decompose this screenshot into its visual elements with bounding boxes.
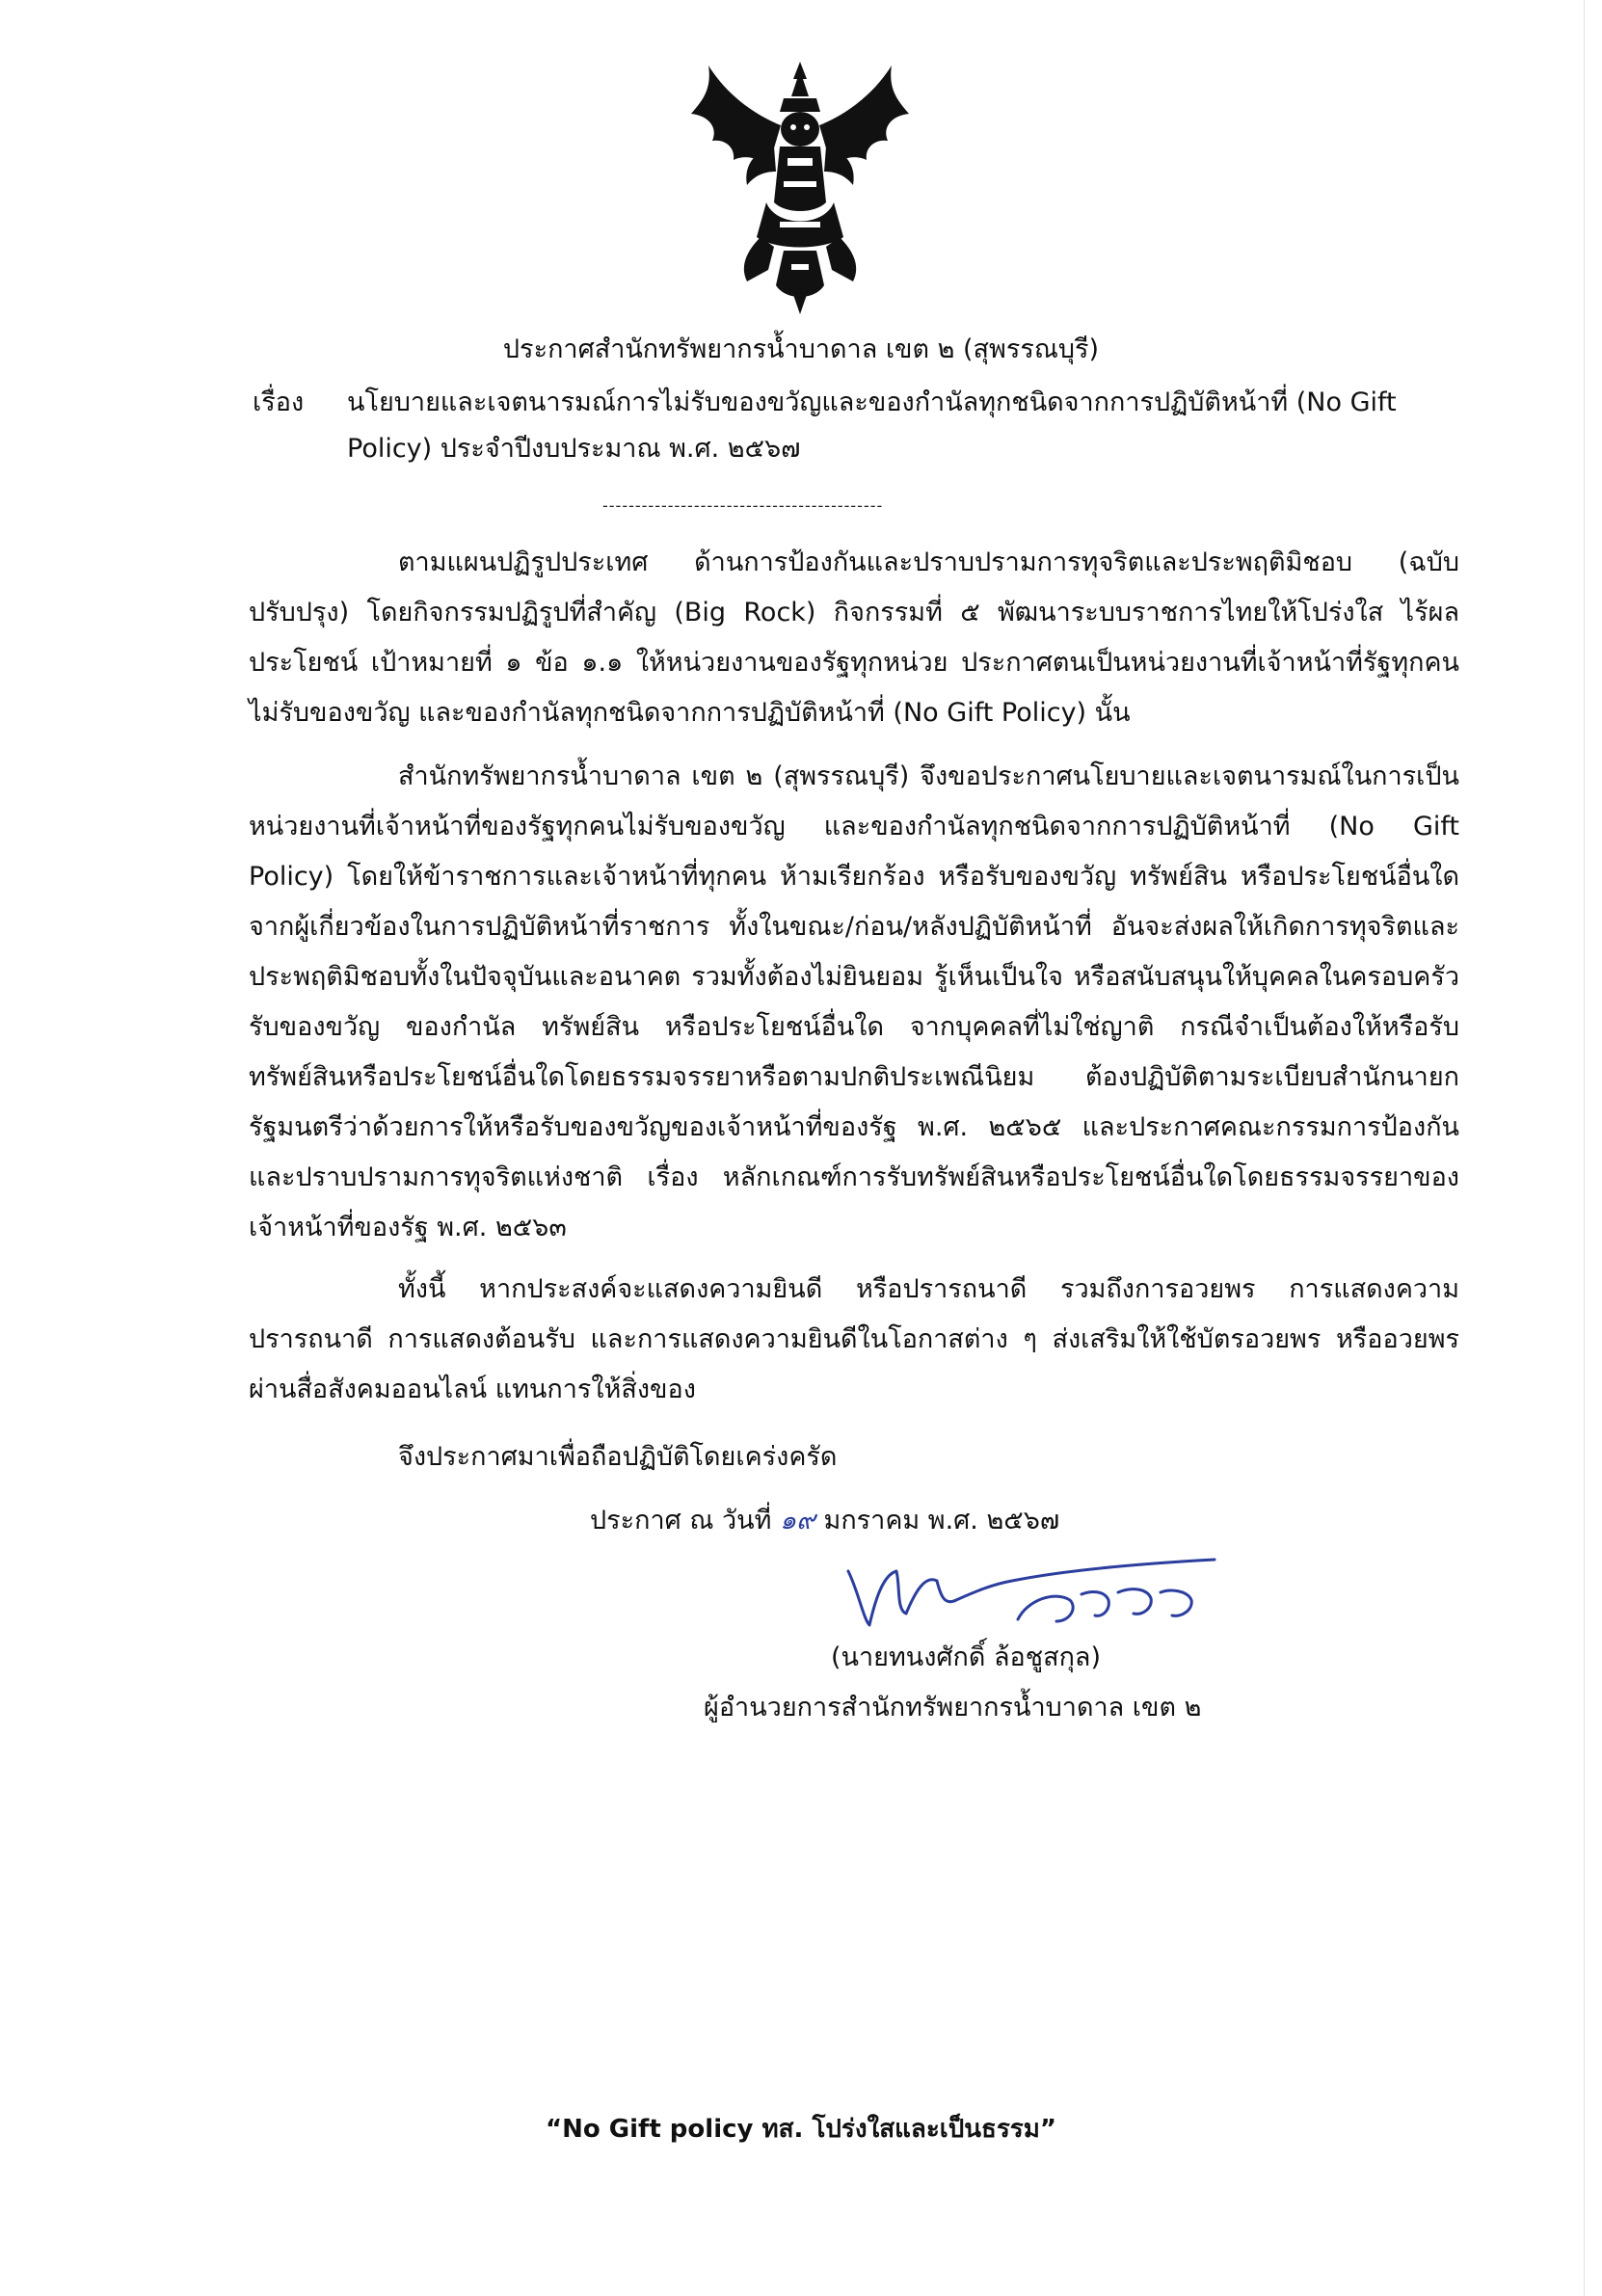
date-prefix: ประกาศ ณ วันที่ [590,1506,772,1535]
subject-text: นโยบายและเจตนารมณ์การไม่รับของขวัญและของกำนัลทุกชนิดจากการปฏิบัติหน้าที่ (No Gift Policy) ประจำปีงบประมาณ พ.ศ. ๒๕๖๗ [347,387,1397,464]
closing-text: จึงประกาศมาเพื่อถือปฏิบัติโดยเคร่งครัด [398,1442,838,1472]
subject-label: เรื่อง [253,387,305,417]
signatory-name: (นายทนงศักดิ์ ล้อชูสกุล) [831,1642,1102,1672]
date-day: ๑๙ [780,1506,815,1535]
date-month-year: มกราคม พ.ศ. ๒๕๖๗ [823,1506,1060,1535]
footer-motto: “No Gift policy ทส. โปร่งใสและเป็นธรรม” [546,2115,1056,2144]
announcement-title: ประกาศสำนักทรัพยากรน้ำบาดาล เขต ๒ (สุพรรณบุรี) [502,334,1100,364]
divider: ------------------------------------------- [602,496,884,515]
paragraph-1: ตามแผนปฏิรูปประเทศ ด้านการป้องกันและปราบปรามการทุจริตและประพฤติมิชอบ (ฉบับปรับปรุง) โดยกิจกรรมปฏิรูปที่สำคัญ (Big Rock) กิจกรรมที่ ๕ พัฒนาระบบราชการไทยให้โปร่งใส ไร้ผลประโยชน์ เป้าหมายที่ ๑ ข้อ ๑.๑ ให้หน่วยงานของรัฐทุกหน่วย ประกาศตนเป็นหน่วยงานที่เจ้าหน้าที่รัฐทุกคนไม่รับของขวัญ และของกำนัลทุกชนิดจากการปฏิบัติหน้าที่ (No Gift Policy) นั้น [249,547,1459,728]
paragraph-2: สำนักทรัพยากรน้ำบาดาล เขต ๒ (สุพรรณบุรี) จึงขอประกาศนโยบายและเจตนารมณ์ในการเป็นหน่วยงานที่เจ้าหน้าที่ของรัฐทุกคนไม่รับของขวัญ และของกำนัลทุกชนิดจากการปฏิบัติหน้าที่ (No Gift Policy) โดยให้ข้าราชการและเจ้าหน้าที่ทุกคน ห้ามเรียกร้อง หรือรับของขวัญ ทรัพย์สิน หรือประโยชน์อื่นใดจากผู้เกี่ยวข้องในการปฏิบัติหน้าที่ราชการ ทั้งในขณะ/ก่อน/หลังปฏิบัติหน้าที่ อันจะส่งผลให้เกิดการทุจริตและประพฤติมิชอบทั้งในปัจจุบันและอนาคต รวมทั้งต้องไม่ยินยอม รู้เห็นเป็นใจ หรือสนับสนุนให้บุคคลในครอบครัวรับของขวัญ ของกำนัล ทรัพย์สิน หรือประโยชน์อื่นใด จากบุคคลที่ไม่ใช่ญาติ กรณีจำเป็นต้องให้หรือรับทรัพย์สินหรือประโยชน์อื่นใดโดยธรรมจรรยาหรือตามปกติประเพณีนิยม ต้องปฏิบัติตามระเบียบสำนักนายกรัฐมนตรีว่าด้วยการให้หรือรับของขวัญของเจ้าหน้าที่ของรัฐ พ.ศ. ๒๕๖๕ และประกาศคณะกรรมการป้องกันและปราบปรามการทุจริตแห่งชาติ เรื่อง หลักเกณฑ์การรับทรัพย์สินหรือประโยชน์อื่นใดโดยธรรมจรรยาของเจ้าหน้าที่ของรัฐ พ.ศ. ๒๕๖๓ [249,761,1459,1242]
signature-icon [829,1533,1234,1639]
paragraph-3: ทั้งนี้ หากประสงค์จะแสดงความยินดี หรือปรารถนาดี รวมถึงการอวยพร การแสดงความปรารถนาดี การแสดงต้อนรับ และการแสดงความยินดีในโอกาสต่าง ๆ ส่งเสริมให้ใช้บัตรอวยพร หรืออวยพรผ่านสื่อสังคมออนไลน์ แทนการให้สิ่งของ [249,1274,1459,1404]
garuda-emblem-icon [680,58,921,318]
signatory-position: ผู้อำนวยการสำนักทรัพยากรน้ำบาดาล เขต ๒ [704,1693,1202,1722]
